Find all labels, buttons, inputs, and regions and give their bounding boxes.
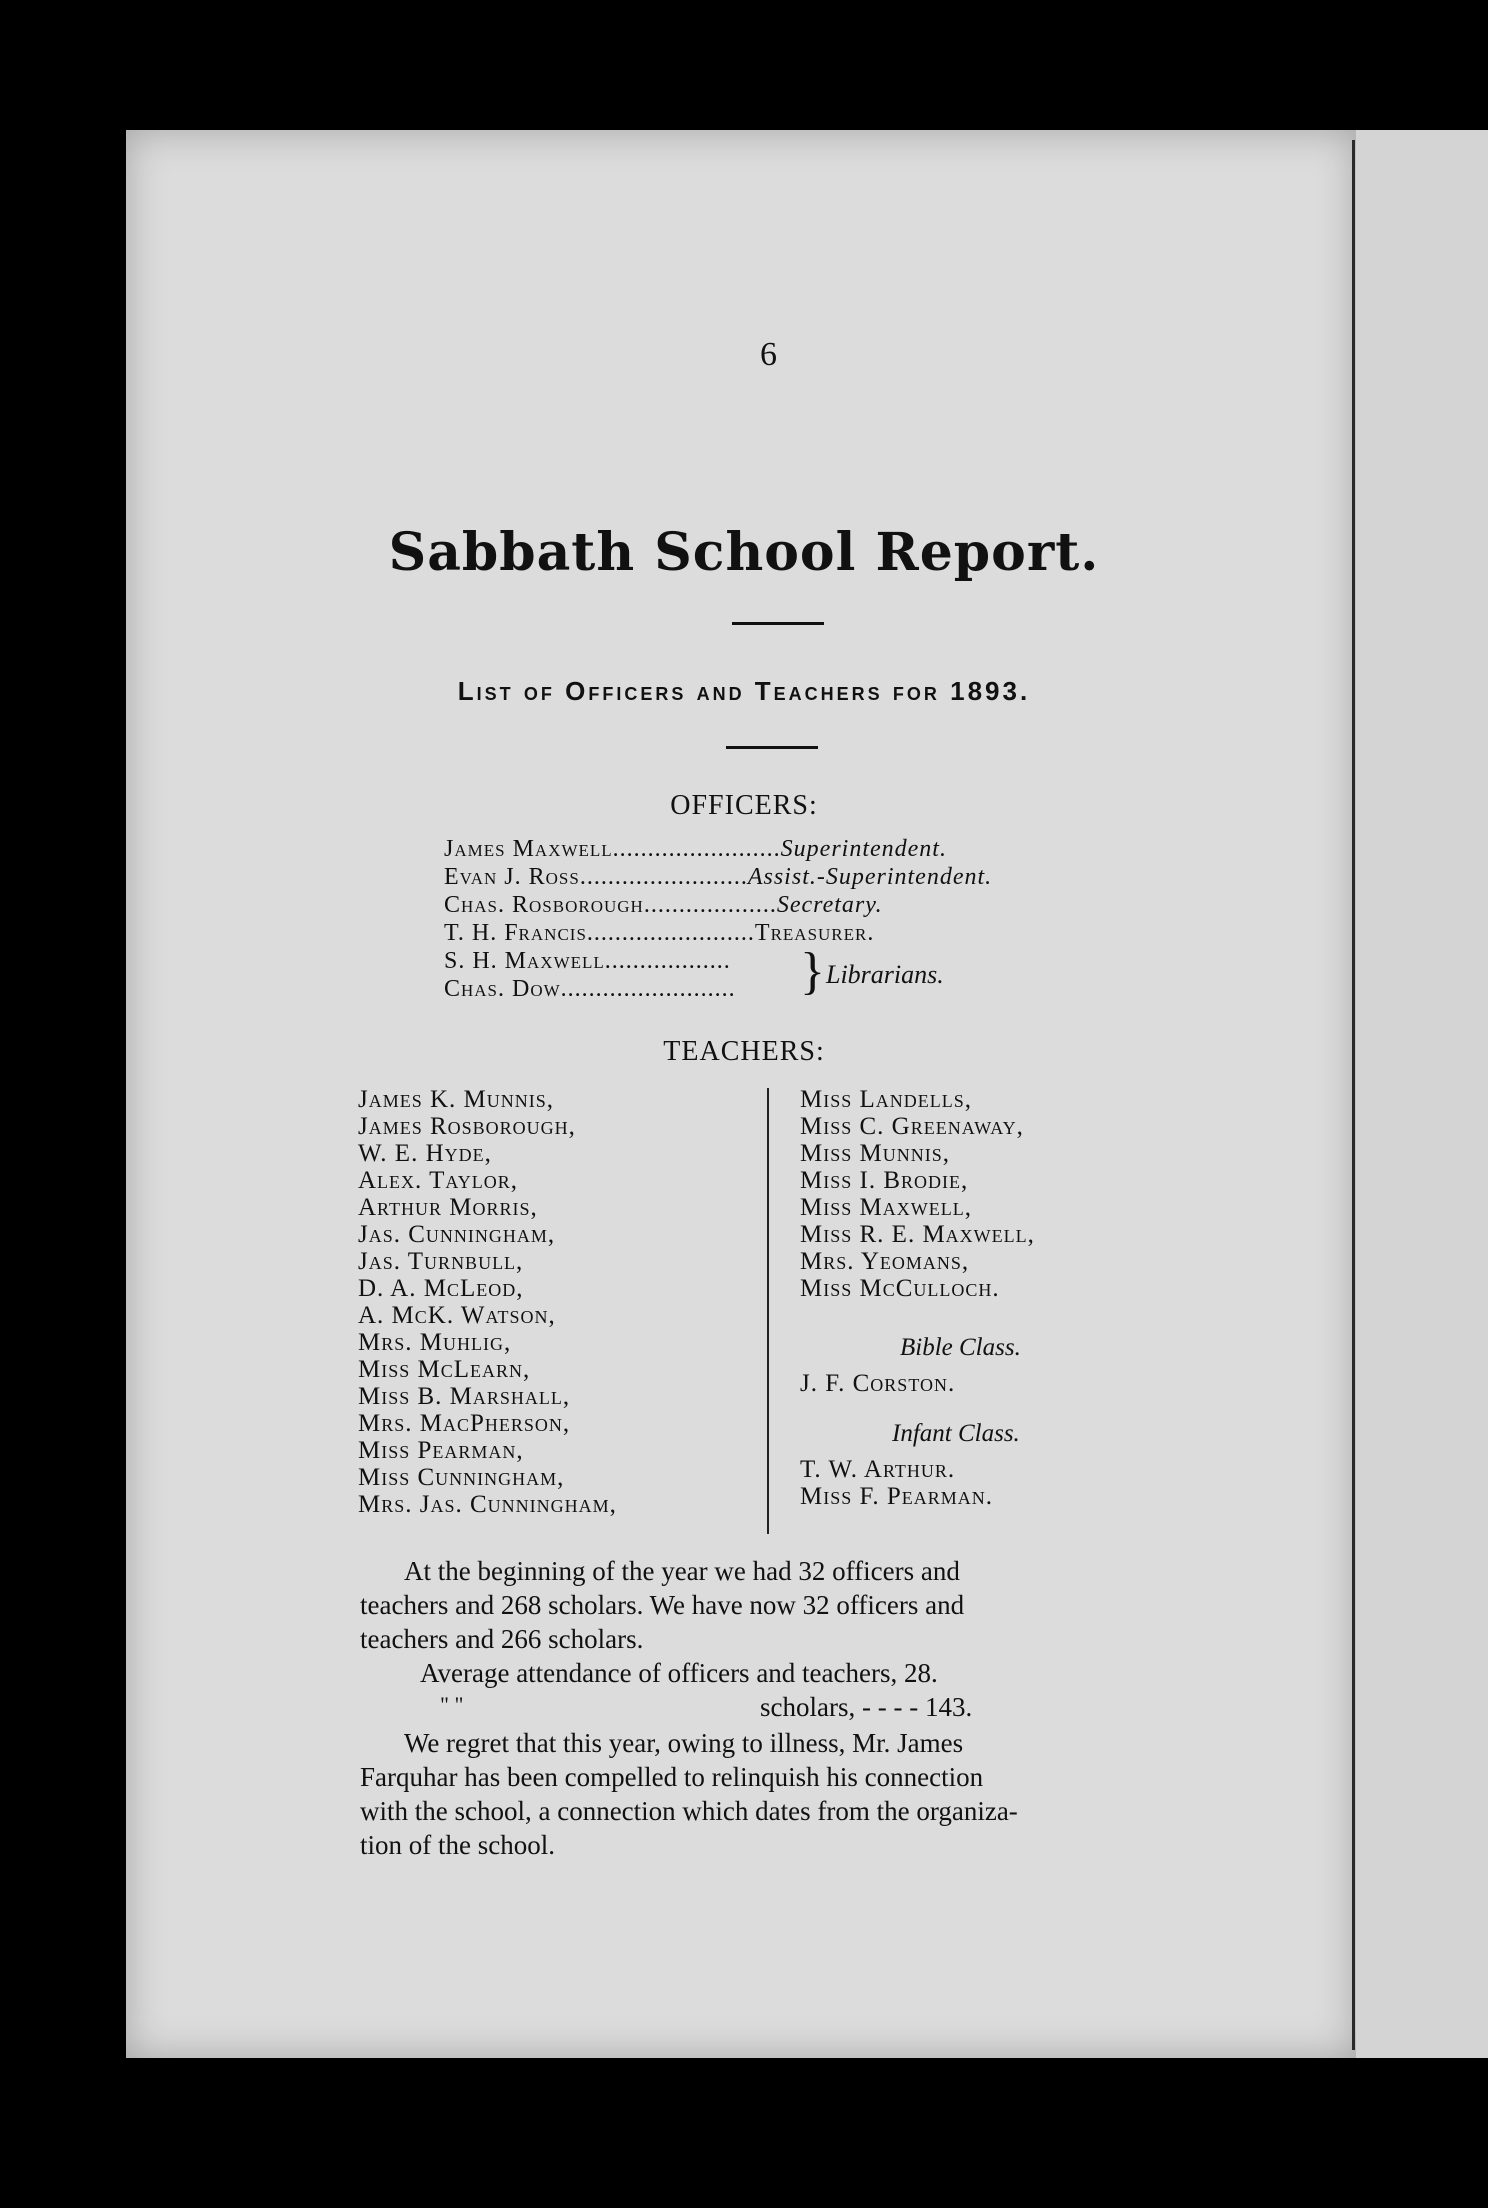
teacher-name: D. A. McLeod,	[358, 1275, 524, 1302]
teacher-name: Alex. Taylor,	[358, 1167, 518, 1194]
teacher-name: Jas. Turnbull,	[358, 1248, 524, 1275]
text-line: Farquhar has been compelled to relinquish his connection	[360, 1762, 984, 1792]
officer-role: Secretary.	[776, 892, 883, 918]
officer-row	[444, 836, 947, 863]
teacher-name: Mrs. MacPherson,	[358, 1410, 571, 1437]
text-line: teachers and 268 scholars. We have now 32 officers and	[360, 1590, 965, 1620]
officer-name: Chas. Rosborough	[444, 892, 644, 918]
leader-dots: ..................	[604, 948, 731, 974]
bible-class-member: J. F. Corston.	[800, 1370, 956, 1397]
teacher-name: W. E. Hyde,	[358, 1140, 492, 1167]
officer-name: T. H. Francis	[444, 920, 587, 946]
officer-role: Assist.-Superintendent.	[747, 864, 993, 890]
officer-role: Treasurer.	[754, 920, 875, 946]
text-line: tion of the school.	[360, 1830, 555, 1860]
officer-name: Chas. Dow	[444, 976, 561, 1002]
text-line: with the school, a connection which dates from the organiza-	[360, 1796, 1018, 1826]
page-number: 6	[760, 336, 777, 373]
list-heading	[0, 676, 1488, 707]
teacher-name: Miss McLearn,	[358, 1356, 531, 1383]
teacher-name: Miss B. Marshall,	[358, 1383, 571, 1410]
teachers-right-column	[800, 1086, 1035, 1302]
teacher-name: Miss Maxwell,	[800, 1194, 972, 1221]
page-title: Sabbath School Report.	[388, 522, 1100, 583]
officer-row	[444, 948, 731, 975]
infant-class-member: T. W. Arthur.	[800, 1456, 956, 1483]
teacher-name: James K. Munnis,	[358, 1086, 555, 1113]
attendance-line-1: Average attendance of officers and teachers, 28.	[420, 1658, 938, 1688]
text-line: We regret that this year, owing to illness, Mr. James	[404, 1728, 964, 1758]
officer-role: Superintendent.	[780, 836, 947, 862]
teacher-name: Arthur Morris,	[358, 1194, 538, 1221]
teacher-name: Miss McCulloch.	[800, 1275, 1000, 1302]
column-divider	[767, 1088, 769, 1534]
teacher-name: Mrs. Muhlig,	[358, 1329, 512, 1356]
page-gutter-line	[1352, 140, 1355, 2050]
teacher-name: Miss R. E. Maxwell,	[800, 1221, 1035, 1248]
leader-dots: .........................	[560, 976, 736, 1002]
list-divider	[726, 746, 818, 749]
librarians-role: Librarians.	[826, 960, 944, 989]
teachers-heading: TEACHERS:	[663, 1036, 825, 1067]
teacher-name: Mrs. Jas. Cunningham,	[358, 1491, 617, 1518]
leader-dots: ........................	[586, 920, 755, 946]
teacher-name: Jas. Cunningham,	[358, 1221, 556, 1248]
paragraph-regret	[360, 1726, 1172, 1862]
teacher-name: James Rosborough,	[358, 1113, 576, 1140]
officers-heading: OFFICERS:	[670, 790, 818, 821]
paragraph-membership	[360, 1554, 1172, 1656]
adjacent-page-edge	[1356, 130, 1488, 2058]
librarians-brace: }	[800, 943, 825, 1000]
teacher-name: Miss I. Brodie,	[800, 1167, 969, 1194]
teacher-name: Miss Landells,	[800, 1086, 973, 1113]
attendance-line-2: scholars, - - - - 143.	[760, 1692, 973, 1722]
teacher-name: Miss Munnis,	[800, 1140, 950, 1167]
teacher-name: Mrs. Yeomans,	[800, 1248, 970, 1275]
leader-dots: ...................	[643, 892, 777, 918]
teacher-name: Miss Cunningham,	[358, 1464, 565, 1491]
infant-class-heading: Infant Class.	[892, 1420, 1020, 1447]
officer-name: S. H. Maxwell	[444, 948, 605, 974]
bible-class-heading: Bible Class.	[900, 1334, 1021, 1361]
attendance-ditto-marks: " "	[440, 1692, 464, 1717]
leader-dots: ........................	[612, 836, 781, 862]
officer-row	[444, 892, 883, 919]
leader-dots: ........................	[579, 864, 748, 890]
title-divider	[732, 622, 824, 625]
teacher-name: Miss C. Greenaway,	[800, 1113, 1024, 1140]
officer-row	[444, 864, 992, 891]
teacher-name: Miss Pearman,	[358, 1437, 524, 1464]
infant-class-list	[800, 1456, 993, 1510]
officer-name: James Maxwell	[444, 836, 613, 862]
infant-class-member: Miss F. Pearman.	[800, 1483, 994, 1510]
officer-name: Evan J. Ross	[444, 864, 580, 890]
teachers-left-column	[358, 1086, 617, 1518]
text-line: teachers and 266 scholars.	[360, 1624, 644, 1654]
teacher-name: A. McK. Watson,	[358, 1302, 556, 1329]
text-line: At the beginning of the year we had 32 officers and	[404, 1556, 960, 1586]
officer-row	[444, 976, 736, 1003]
list-heading-text: List of Officers and Teachers for 1893.	[457, 676, 1031, 706]
